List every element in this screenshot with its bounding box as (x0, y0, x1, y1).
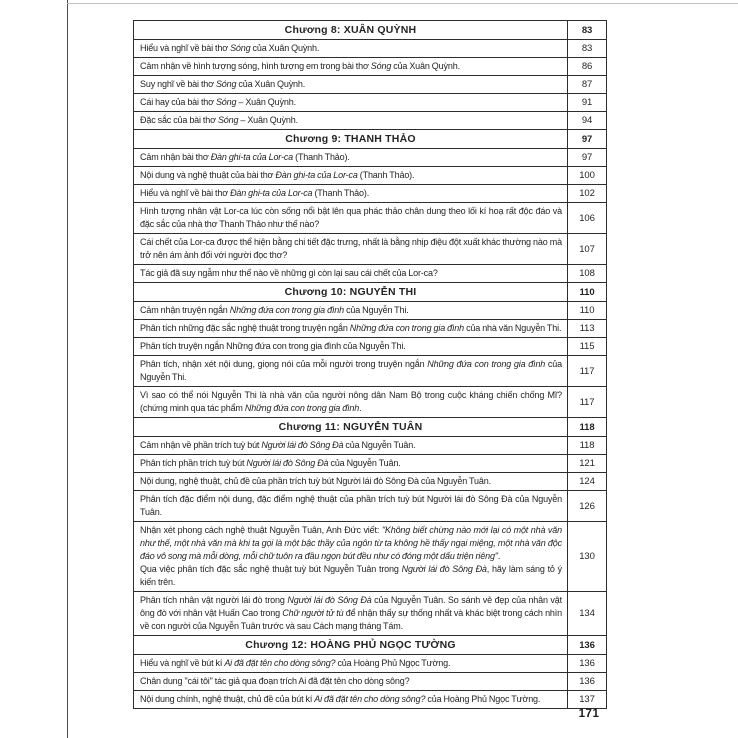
toc-entry-row (134, 94, 607, 112)
toc-entry-row (134, 691, 607, 709)
toc-entry-row (134, 40, 607, 58)
toc-entry-row (134, 167, 607, 185)
toc-entry-page: 108 (568, 265, 607, 283)
toc-entry-row (134, 455, 607, 473)
toc-entry-page: 87 (568, 76, 607, 94)
toc-entry-row (134, 265, 607, 283)
page-edge-horizontal-line (67, 3, 738, 4)
toc-table-body (134, 21, 607, 709)
toc-entry-text: Phân tích phần trích tuỳ bút Người lái đò Sông Đà của Nguyễn Tuân. (134, 455, 568, 473)
toc-section-title: Chương 9: THANH THẢO (134, 130, 568, 149)
toc-entry-row (134, 356, 607, 387)
toc-entry-row (134, 522, 607, 592)
toc-entry-page: 100 (568, 167, 607, 185)
toc-entry-page: 102 (568, 185, 607, 203)
toc-entry-text: Đặc sắc của bài thơ Sóng – Xuân Quỳnh. (134, 112, 568, 130)
toc-entry-row (134, 387, 607, 418)
toc-entry-page: 106 (568, 203, 607, 234)
toc-section-title: Chương 12: HOÀNG PHỦ NGỌC TƯỜNG (134, 636, 568, 655)
toc-entry-page: 136 (568, 673, 607, 691)
toc-entry-text: Phân tích nhân vật người lái đò trong Người lái đò Sông Đà của Nguyễn Tuân. So sánh vẻ đẹp của nhân vật ông đò với nhân vật Huấn Cao trong Chữ người tử tù để nhận thấy sự thống nhất và khác biệt trong cách nhìn về con người của Nguyễn Tuân trước và sau Cách mạng tháng Tám. (134, 592, 568, 636)
toc-entry-row (134, 112, 607, 130)
toc-entry-text: Cái hay của bài thơ Sóng – Xuân Quỳnh. (134, 94, 568, 112)
toc-entry-text: Cái chết của Lor-ca được thể hiện bằng chi tiết đặc trưng, nhất là bằng nhịp điệu đột xuất khác thường nào mà trở nên ám ảnh đối với người đọc thơ? (134, 234, 568, 265)
toc-entry-page: 94 (568, 112, 607, 130)
toc-entry-row (134, 437, 607, 455)
toc-entry-text: Hình tượng nhân vật Lor-ca lúc còn sống nổi bật lên qua phác thảo chân dung theo lối kí hoạ rất độc đáo và đặc sắc của nhà thơ Thanh Thảo như thế nào? (134, 203, 568, 234)
toc-entry-page: 136 (568, 655, 607, 673)
toc-entry-row (134, 302, 607, 320)
toc-entry-text: Nhận xét phong cách nghệ thuật Nguyễn Tuân, Anh Đức viết: "Không biết chừng nào mới lại có một nhà văn như thế, một nhà văn mà khi ta gọi là một bậc thầy của ngôn từ ta không hề thấy ngại miệng, một nhà văn độc đáo vô song mà mỗi dòng, mỗi chữ tuôn ra đầu ngọn bút đều như có đóng một dấu triện riêng". Qua việc phân tích đặc sắc nghệ thuật tuỳ bút Nguyễn Tuân trong Người lái đò Sông Đà, hãy làm sáng tỏ ý kiến trên. (134, 522, 568, 592)
toc-table (133, 20, 607, 709)
toc-entry-text: Vì sao có thể nói Nguyễn Thi là nhà văn của người nông dân Nam Bộ trong cuộc kháng chiến chống Mĩ? (chứng minh qua tác phẩm Những đứa con trong gia đình. (134, 387, 568, 418)
toc-entry-text: Nội dung và nghệ thuật của bài thơ Đàn ghi-ta của Lor-ca (Thanh Thảo). (134, 167, 568, 185)
toc-entry-page: 137 (568, 691, 607, 709)
toc-entry-row (134, 673, 607, 691)
toc-entry-row (134, 149, 607, 167)
toc-entry-row (134, 592, 607, 636)
toc-entry-text: Cảm nhận bài thơ Đàn ghi-ta của Lor-ca (Thanh Thảo). (134, 149, 568, 167)
toc-entry-row (134, 234, 607, 265)
toc-section-page: 136 (568, 636, 607, 655)
toc-entry-page: 113 (568, 320, 607, 338)
toc-entry-text: Cảm nhận về phần trích tuỳ bút Người lái đò Sông Đà của Nguyễn Tuân. (134, 437, 568, 455)
toc-entry-page: 126 (568, 491, 607, 522)
toc-section-title: Chương 8: XUÂN QUỲNH (134, 21, 568, 40)
toc-entry-row (134, 473, 607, 491)
toc-entry-page: 110 (568, 302, 607, 320)
toc-entry-text: Phân tích những đặc sắc nghệ thuật trong truyện ngắn Những đứa con trong gia đình của nhà văn Nguyễn Thi. (134, 320, 568, 338)
toc-section-page: 83 (568, 21, 607, 40)
toc-entry-page: 118 (568, 437, 607, 455)
toc-section-row (134, 636, 607, 655)
toc-section-row (134, 130, 607, 149)
toc-entry-row (134, 320, 607, 338)
toc-entry-page: 117 (568, 356, 607, 387)
toc-entry-row (134, 203, 607, 234)
toc-entry-page: 91 (568, 94, 607, 112)
toc-section-row (134, 283, 607, 302)
toc-entry-row (134, 491, 607, 522)
toc-section-page: 118 (568, 418, 607, 437)
toc-section-page: 97 (568, 130, 607, 149)
toc-entry-text: Suy nghĩ về bài thơ Sóng của Xuân Quỳnh. (134, 76, 568, 94)
toc-entry-page: 86 (568, 58, 607, 76)
toc-section-row (134, 418, 607, 437)
toc-entry-row (134, 76, 607, 94)
toc-entry-text: Phân tích truyện ngắn Những đứa con trong gia đình của Nguyễn Thi. (134, 338, 568, 356)
toc-section-title: Chương 11: NGUYỄN TUÂN (134, 418, 568, 437)
toc-entry-page: 83 (568, 40, 607, 58)
toc-entry-row (134, 338, 607, 356)
page-number: 171 (578, 708, 600, 720)
toc-entry-text: Hiểu và nghĩ về bài thơ Đàn ghi-ta của Lor-ca (Thanh Thảo). (134, 185, 568, 203)
toc-entry-page: 115 (568, 338, 607, 356)
toc-entry-row (134, 185, 607, 203)
toc-entry-page: 130 (568, 522, 607, 592)
page-edge-vertical-line (67, 0, 68, 738)
toc-entry-page: 121 (568, 455, 607, 473)
toc-entry-page: 107 (568, 234, 607, 265)
toc-entry-text: Tác giả đã suy ngẫm như thế nào về những gì còn lại sau cái chết của Lor-ca? (134, 265, 568, 283)
toc-section-row (134, 21, 607, 40)
toc-entry-text: Phân tích đặc điểm nội dung, đặc điểm nghệ thuật của phần trích tuỳ bút Người lái đò Sông Đà của Nguyễn Tuân. (134, 491, 568, 522)
toc-entry-page: 124 (568, 473, 607, 491)
toc-entry-row (134, 655, 607, 673)
toc-entry-page: 97 (568, 149, 607, 167)
toc-entry-text: Phân tích, nhận xét nội dung, giọng nói của mỗi người trong truyện ngắn Những đứa con trong gia đình của Nguyễn Thi. (134, 356, 568, 387)
toc-entry-text: Nội dung chính, nghệ thuật, chủ đề của bút kí Ai đã đặt tên cho dòng sông? của Hoàng Phủ Ngọc Tường. (134, 691, 568, 709)
toc-entry-text: Hiểu và nghĩ về bài thơ Sóng của Xuân Quỳnh. (134, 40, 568, 58)
toc-entry-text: Hiểu và nghĩ về bút kí Ai đã đặt tên cho dòng sông? của Hoàng Phủ Ngọc Tường. (134, 655, 568, 673)
toc-entry-row (134, 58, 607, 76)
toc-entry-text: Nội dung, nghệ thuật, chủ đề của phần trích tuỳ bút Người lái đò Sông Đà của Nguyễn Tuân. (134, 473, 568, 491)
toc-section-page: 110 (568, 283, 607, 302)
toc-entry-text: Chân dung "cái tôi" tác giả qua đoạn trích Ai đã đặt tên cho dòng sông? (134, 673, 568, 691)
toc-entry-page: 134 (568, 592, 607, 636)
toc-entry-page: 117 (568, 387, 607, 418)
toc-entry-text: Cảm nhận về hình tượng sóng, hình tượng em trong bài thơ Sóng của Xuân Quỳnh. (134, 58, 568, 76)
toc-section-title: Chương 10: NGUYỄN THI (134, 283, 568, 302)
toc-entry-text: Cảm nhận truyện ngắn Những đứa con trong gia đình của Nguyễn Thi. (134, 302, 568, 320)
